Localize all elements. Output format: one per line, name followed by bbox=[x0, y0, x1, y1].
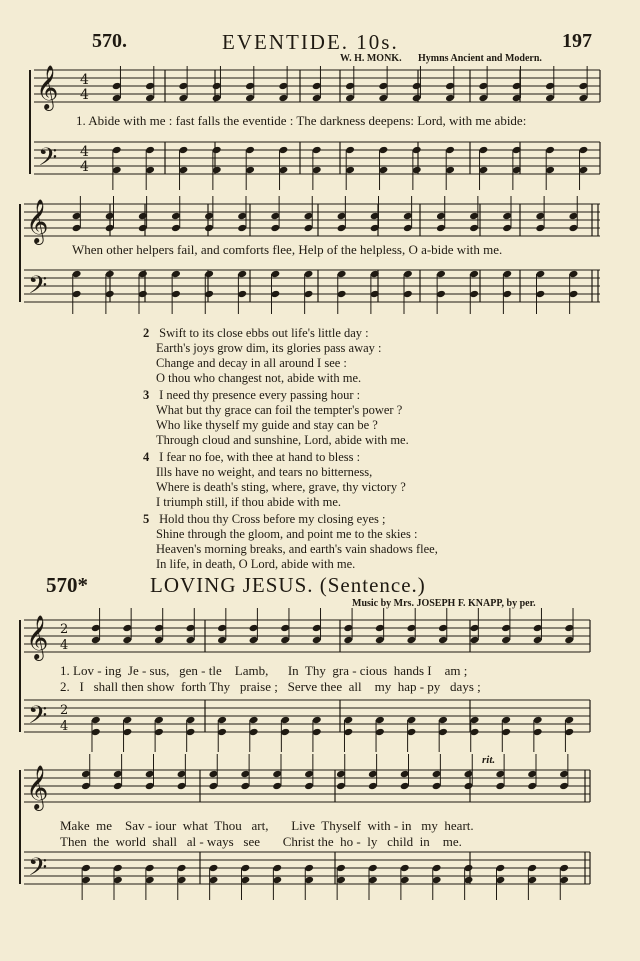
time-sig: 2 bbox=[60, 703, 69, 718]
bass-clef: 𝄢 bbox=[28, 271, 48, 306]
verse-line: Change and decay in all around I see : bbox=[156, 356, 347, 370]
treble-clef: 𝄞 bbox=[26, 765, 49, 809]
time-sig: 2 bbox=[60, 622, 69, 637]
treble-clef: 𝄞 bbox=[36, 65, 59, 109]
verse-4 bbox=[143, 450, 438, 510]
bass-clef: 𝄢 bbox=[28, 853, 48, 888]
hymn2-number: 570* bbox=[46, 573, 88, 597]
verse-line: Hold thou thy Cross before my closing eyes ; bbox=[159, 512, 386, 526]
hymn2-attribution: Music by Mrs. JOSEPH F. KNAPP, by per. bbox=[352, 598, 536, 609]
verse-line: O thou who changest not, abide with me. bbox=[156, 371, 362, 385]
verse-line: Who like thyself my guide and stay can be ? bbox=[156, 418, 378, 432]
time-sig: 4 bbox=[80, 144, 89, 160]
verse-line: Ills have no weight, and tears no bitterness, bbox=[156, 465, 373, 479]
hymn2-title: LOVING JESUS. (Sentence.) bbox=[150, 573, 426, 597]
verse-line: I need thy presence every passing hour : bbox=[159, 388, 361, 402]
time-sig: 4 bbox=[80, 159, 89, 175]
hymn1-lyric-line2: When other helpers fail, and comforts flee, Help of the helpless, O a-bide with me. bbox=[72, 242, 503, 257]
hymn1-lyric-line1: 1. Abide with me : fast falls the eventide : The darkness deepens: Lord, with me abide: bbox=[76, 113, 527, 128]
verse-line: Through cloud and sunshine, Lord, abide with me. bbox=[156, 433, 409, 447]
time-sig: 4 bbox=[80, 87, 89, 103]
treble-clef: 𝄞 bbox=[26, 199, 49, 243]
verse-line: Swift to its close ebbs out life's little day : bbox=[159, 326, 369, 340]
page-number: 197 bbox=[562, 30, 592, 52]
treble-clef: 𝄞 bbox=[26, 615, 49, 659]
verse-line: In life, in death, O Lord, abide with me. bbox=[156, 557, 356, 571]
hymn-number: 570. bbox=[92, 30, 127, 52]
verses-block bbox=[143, 326, 438, 572]
verse-number: 5 bbox=[143, 512, 150, 526]
time-sig: 4 bbox=[80, 72, 89, 88]
rit-marking: rit. bbox=[482, 754, 496, 766]
hymn-title: EVENTIDE. 10s. bbox=[222, 30, 399, 54]
hymn2-lyric-s1-v1: 1. Lov - ing Je - sus, gen - tle Lamb, In Thy gra - cious hands I am ; bbox=[60, 663, 468, 678]
verse-line: I triumph still, if thou abide with me. bbox=[156, 495, 342, 509]
composer: W. H. MONK. bbox=[340, 53, 402, 64]
verse-line: Heaven's morning breaks, and earth's vain shadows flee, bbox=[156, 542, 438, 556]
verse-2 bbox=[143, 326, 438, 386]
hymn2-lyric-s1-v2: 2. I shall then show forth Thy praise ; Serve thee all my hap - py days ; bbox=[60, 679, 481, 694]
verse-number: 2 bbox=[143, 326, 150, 340]
hymn2-lyric-s2-v1: Make me Sav - iour what Thou art, Live Thyself with - in my heart. bbox=[60, 818, 474, 833]
hymn2-lyric-s2-v2: Then the world shall al - ways see Christ the ho - ly child in me. bbox=[60, 834, 462, 849]
verse-line: Where is death's sting, where, grave, thy victory ? bbox=[156, 480, 406, 494]
verse-line: What but thy grace can foil the tempter's power ? bbox=[156, 403, 403, 417]
verse-line: I fear no foe, with thee at hand to bless : bbox=[159, 450, 361, 464]
time-sig: 4 bbox=[60, 638, 69, 653]
verse-5 bbox=[143, 512, 438, 572]
bass-clef: 𝄢 bbox=[28, 701, 48, 736]
source: Hymns Ancient and Modern. bbox=[418, 53, 542, 64]
verse-line: Shine through the gloom, and point me to the skies : bbox=[156, 527, 418, 541]
verse-number: 4 bbox=[143, 450, 150, 464]
verse-number: 3 bbox=[143, 388, 150, 402]
time-sig: 4 bbox=[60, 719, 69, 734]
verse-line: Earth's joys grow dim, its glories pass away : bbox=[156, 341, 382, 355]
bass-clef: 𝄢 bbox=[38, 143, 58, 178]
verse-3 bbox=[143, 388, 438, 448]
